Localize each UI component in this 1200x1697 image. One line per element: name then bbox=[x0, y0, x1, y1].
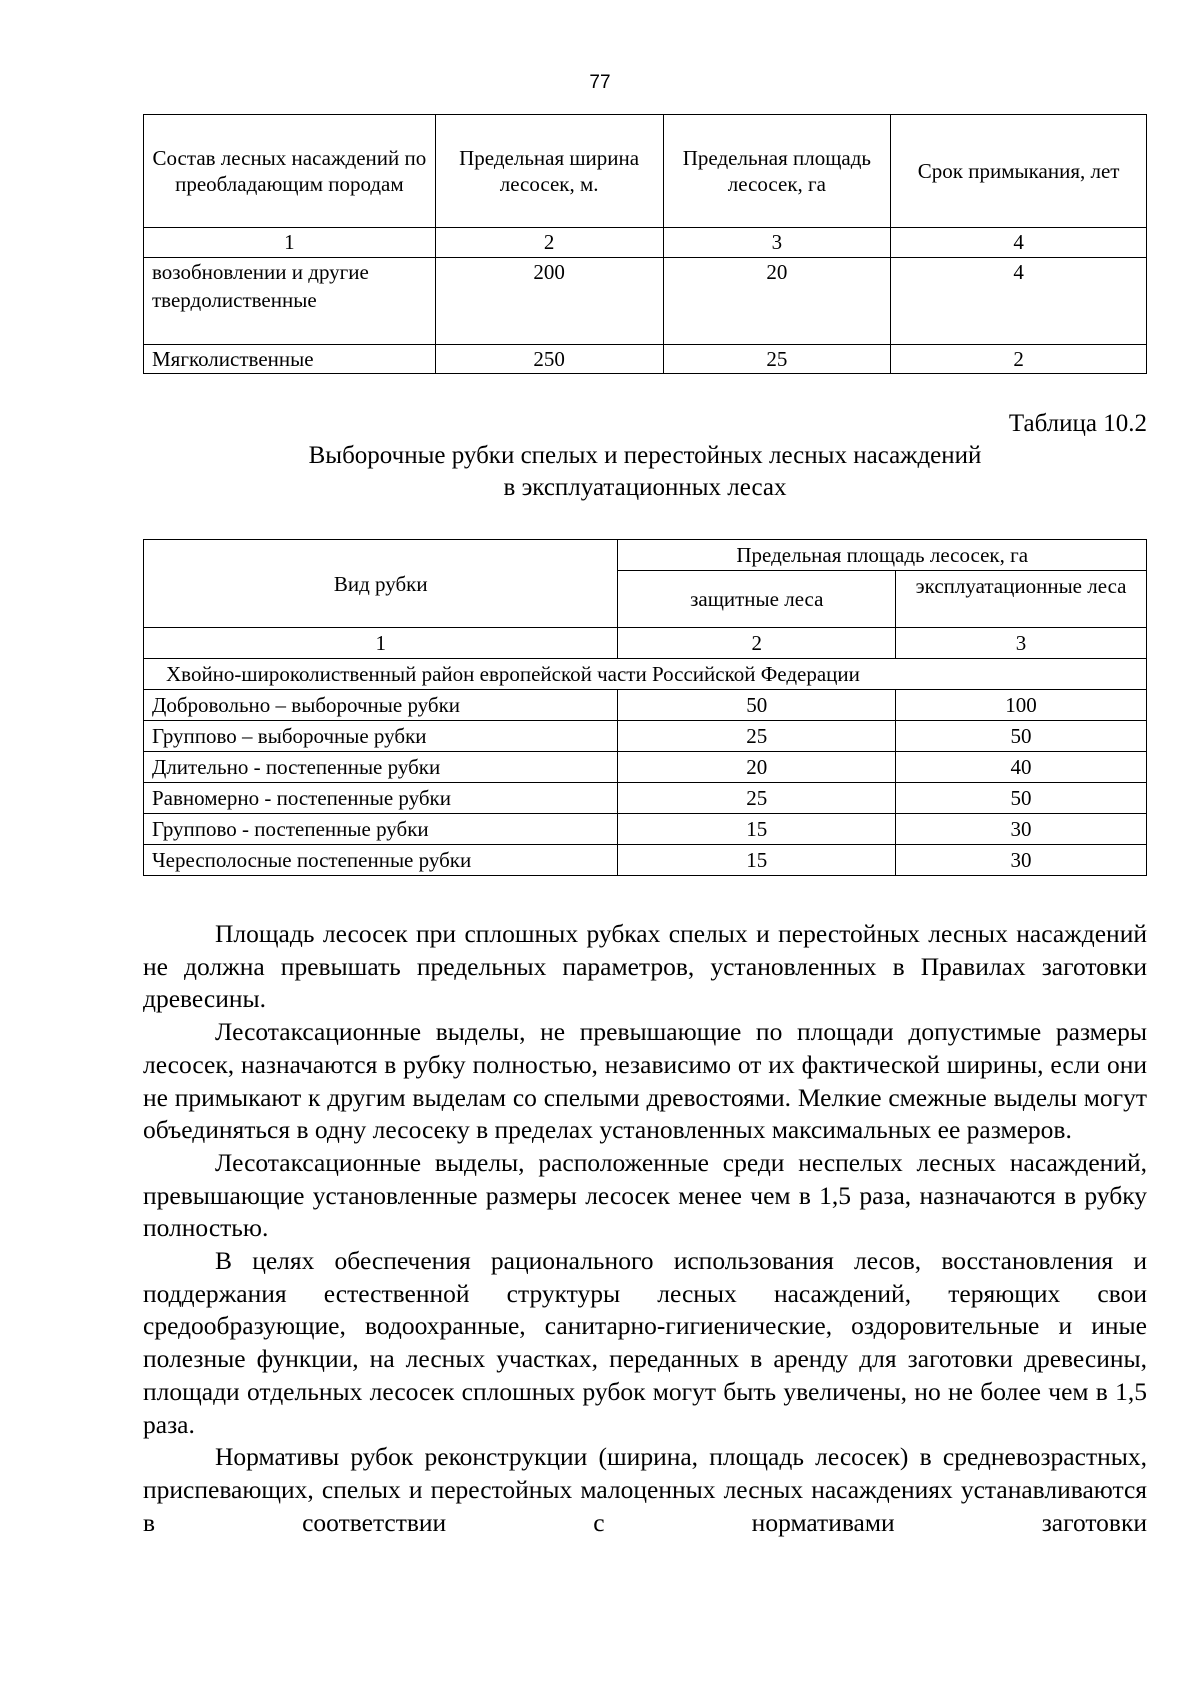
protective-cell: 20 bbox=[618, 752, 896, 783]
col-number: 1 bbox=[144, 628, 618, 659]
area-cell: 20 bbox=[663, 258, 891, 345]
table-title-line: Выборочные рубки спелых и перестойных лесных насаждений bbox=[308, 442, 982, 469]
table-caption: Таблица 10.2 bbox=[1008, 410, 1147, 437]
col-number: 3 bbox=[663, 228, 891, 258]
header-area: Предельная площадь лесосек, га bbox=[663, 115, 891, 228]
exploitation-cell: 50 bbox=[896, 783, 1147, 814]
protective-cell: 25 bbox=[618, 783, 896, 814]
paragraph: Лесотаксационные выделы, расположенные среди неспелых лесных насаждений, превышающие установленные размеры лесосек менее чем в 1,5 раза, назначаются в рубку полностью. bbox=[143, 1147, 1147, 1243]
header-protective-forests: защитные леса bbox=[618, 571, 896, 628]
table-header-row bbox=[144, 115, 1147, 228]
exploitation-cell: 40 bbox=[896, 752, 1147, 783]
header-composition: Состав лесных насаждений по преобладающим породам bbox=[144, 115, 436, 228]
table-row bbox=[144, 752, 1147, 783]
paragraph: Площадь лесосек при сплошных рубках спелых и перестойных лесных насаждений не должна превышать предельных параметров, установленных в Правилах заготовки древесины. bbox=[143, 919, 1147, 1014]
body-text bbox=[143, 918, 1147, 1539]
cut-type-cell: Группово - постепенные рубки bbox=[144, 814, 618, 845]
table-header-row bbox=[144, 540, 1147, 571]
column-number-row bbox=[144, 628, 1147, 659]
header-width: Предельная ширина лесосек, м. bbox=[435, 115, 663, 228]
selective-cut-table bbox=[143, 539, 1147, 876]
composition-cell: возобновлении и другие твердолиственные bbox=[144, 258, 436, 345]
exploitation-cell: 100 bbox=[896, 690, 1147, 721]
protective-cell: 25 bbox=[618, 721, 896, 752]
area-cell: 25 bbox=[663, 345, 891, 374]
header-exploitation-forests: эксплуатационные леса bbox=[896, 571, 1147, 628]
cut-type-cell: Длительно - постепенные рубки bbox=[144, 752, 618, 783]
cut-type-cell: Добровольно – выборочные рубки bbox=[144, 690, 618, 721]
paragraph: Лесотаксационные выделы, не превышающие по площади допустимые размеры лесосек, назначаются в рубку полностью, независимо от их фактической ширины, если они не примыкают к другим выделам со спелыми древостоями. Мелкие смежные выделы могут объединяться в одну лесосеку в пределах установленных максимальных ее размеров. bbox=[143, 1017, 1147, 1145]
paragraph: В целях обеспечения рационального использования лесов, восстановления и поддержания естественной структуры лесных насаждений, теряющих свои средообразующие, водоохранные, санитарно-гигиенические, оздоровительные и иные полезные функции, на лесных участках, переданных в аренду для заготовки древесины, площади отдельных лесосек сплошных рубок могут быть увеличены, но не более чем в 1,5 раза. bbox=[143, 1246, 1147, 1439]
table-row bbox=[144, 345, 1147, 374]
composition-cell: Мягколиственные bbox=[144, 345, 436, 374]
header-max-area: Предельная площадь лесосек, га bbox=[618, 540, 1147, 571]
col-number: 2 bbox=[618, 628, 896, 659]
table-title bbox=[143, 440, 1147, 504]
protective-cell: 15 bbox=[618, 845, 896, 876]
cut-type-cell: Чересполосные постепенные рубки bbox=[144, 845, 618, 876]
cut-type-cell: Равномерно - постепенные рубки bbox=[144, 783, 618, 814]
clear-cut-parameters-table bbox=[143, 114, 1147, 374]
table-row bbox=[144, 814, 1147, 845]
col-number: 4 bbox=[891, 228, 1147, 258]
table-title-line: в эксплуатационных лесах bbox=[503, 474, 787, 501]
col-number: 3 bbox=[896, 628, 1147, 659]
cut-type-cell: Группово – выборочные рубки bbox=[144, 721, 618, 752]
col-number: 1 bbox=[144, 228, 436, 258]
header-period: Срок примыкания, лет bbox=[891, 115, 1147, 228]
period-cell: 2 bbox=[891, 345, 1147, 374]
exploitation-cell: 30 bbox=[896, 814, 1147, 845]
region-row bbox=[144, 659, 1147, 690]
protective-cell: 50 bbox=[618, 690, 896, 721]
header-cut-type: Вид рубки bbox=[144, 540, 618, 628]
col-number: 2 bbox=[435, 228, 663, 258]
table-row bbox=[144, 845, 1147, 876]
period-cell: 4 bbox=[891, 258, 1147, 345]
table-row bbox=[144, 783, 1147, 814]
exploitation-cell: 50 bbox=[896, 721, 1147, 752]
page-number: 77 bbox=[589, 72, 611, 93]
table-row bbox=[144, 721, 1147, 752]
column-number-row bbox=[144, 228, 1147, 258]
table-row bbox=[144, 690, 1147, 721]
exploitation-cell: 30 bbox=[896, 845, 1147, 876]
table-row bbox=[144, 258, 1147, 345]
protective-cell: 15 bbox=[618, 814, 896, 845]
paragraph: Нормативы рубок реконструкции (ширина, площадь лесосек) в средневозрастных, приспевающих, спелых и перестойных малоценных лесных насаждениях устанавливаются в соответствии с нормативами заготовки bbox=[143, 1442, 1147, 1537]
region-cell: Хвойно-широколиственный район европейской части Российской Федерации bbox=[144, 659, 1147, 690]
width-cell: 200 bbox=[435, 258, 663, 345]
width-cell: 250 bbox=[435, 345, 663, 374]
